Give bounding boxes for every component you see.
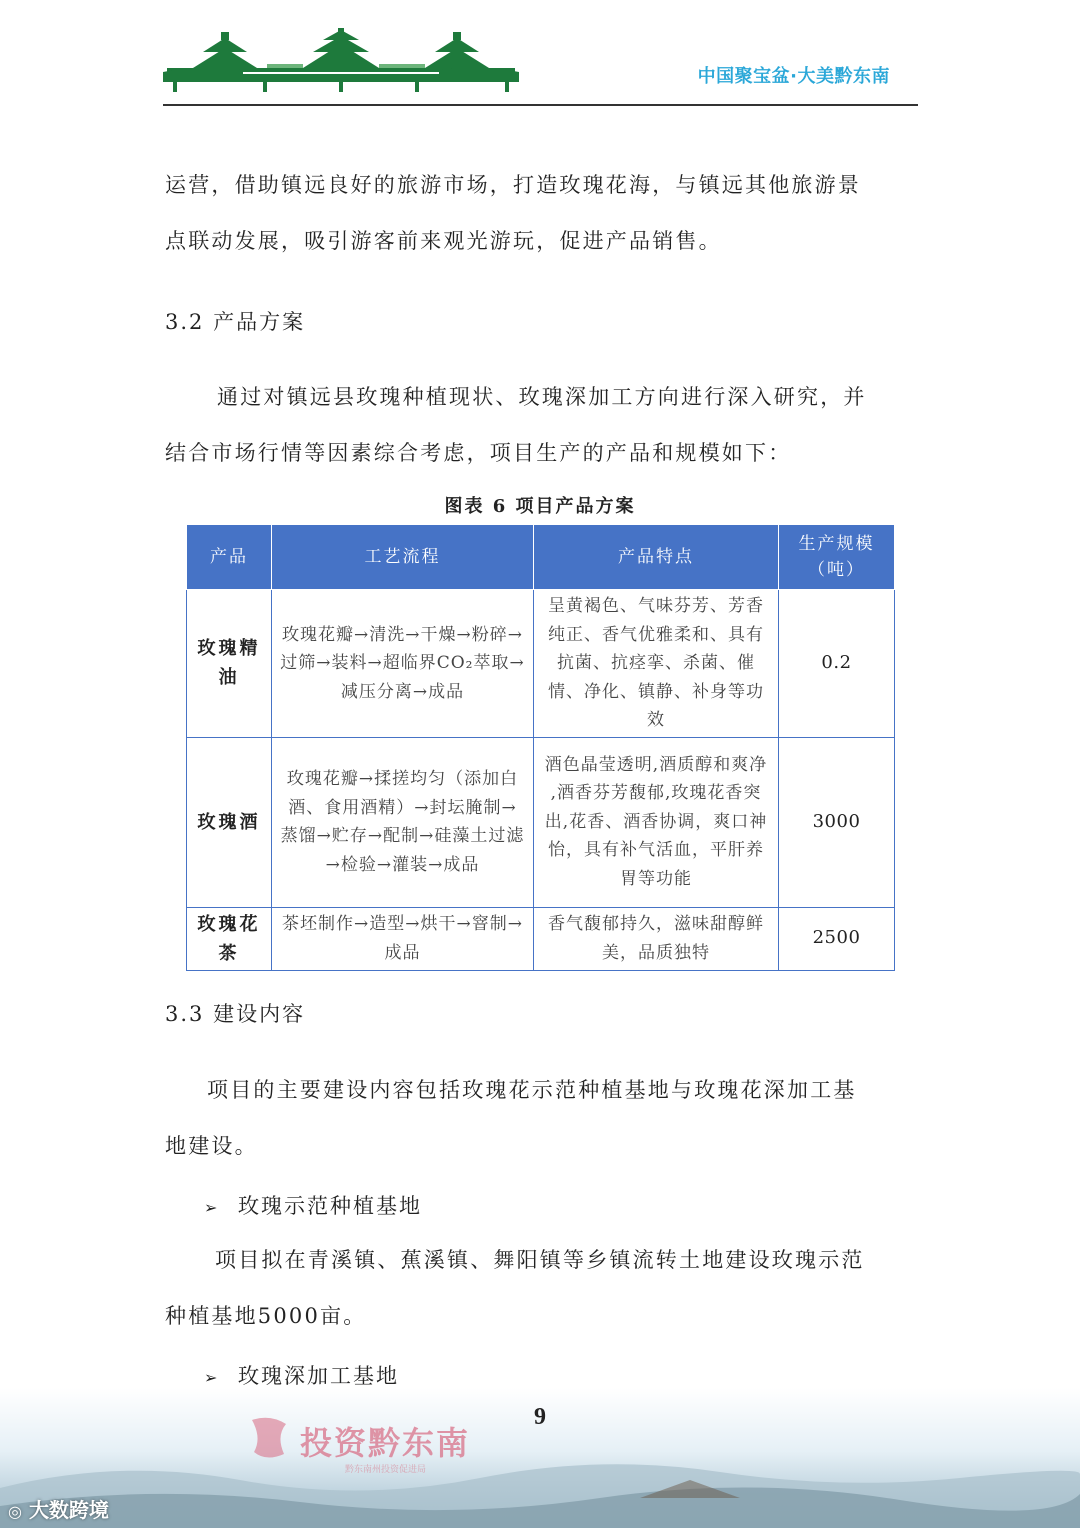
paragraph-line: 点联动发展，吸引游客前来观光游玩，促进产品销售。 [165, 229, 722, 253]
header-slogan: 中国聚宝盆·大美黔东南 [697, 66, 890, 87]
cell-process: 玫瑰花瓣→清洗→干燥→粉碎→过筛→装料→超临界CO₂萃取→减压分离→成品 [272, 590, 534, 738]
watermark [8, 1494, 109, 1523]
cell-product: 玫瑰酒 [187, 737, 272, 907]
pavilion-logo-icon [163, 28, 519, 92]
cell-scale: 2500 [779, 907, 895, 970]
brand-emblem-icon [246, 1414, 292, 1462]
bullet-text: 玫瑰示范种植基地 [238, 1194, 422, 1218]
header-process: 工艺流程 [272, 525, 534, 590]
table-header-row [187, 525, 895, 590]
header-divider [163, 104, 918, 106]
footer-brand-subtitle: 黔东南州投资促进局 [345, 1465, 427, 1475]
table-caption: 图表 6 项目产品方案 [444, 496, 636, 517]
paragraph-line: 种植基地5000亩。 [165, 1304, 367, 1328]
paragraph-line: 地建设。 [165, 1134, 258, 1158]
cell-product: 玫瑰花茶 [187, 907, 272, 970]
page-number: 9 [534, 1404, 546, 1430]
paragraph-line: 项目的主要建设内容包括玫瑰花示范种植基地与玫瑰花深加工基 [207, 1078, 857, 1102]
cell-scale: 3000 [779, 737, 895, 907]
paragraph-construction [165, 1062, 917, 1174]
product-table [186, 524, 895, 971]
arrow-bullet-icon: ➢ [204, 1368, 220, 1387]
header-features: 产品特点 [534, 525, 779, 590]
bullet-text: 玫瑰深加工基地 [238, 1364, 399, 1388]
watermark-text: 大数跨境 [28, 1498, 109, 1522]
cell-scale: 0.2 [779, 590, 895, 738]
paragraph-product-intro [165, 369, 917, 481]
cell-features: 香气馥郁持久，滋味甜醇鲜美，品质独特 [534, 907, 779, 970]
cell-features: 酒色晶莹透明,酒质醇和爽净 ,酒香芬芳馥郁,玫瑰花香突出,花香、酒香协调，爽口神怡，具有补气活血，平肝养胃等功能 [534, 737, 779, 907]
cell-features: 呈黄褐色、气味芬芳、芳香纯正、香气优雅柔和、具有抗菌、抗痉挛、杀菌、催情、净化、镇静、补身等功效 [534, 590, 779, 738]
table-row [187, 590, 895, 738]
arrow-bullet-icon: ➢ [204, 1198, 220, 1217]
paragraph-line: 项目拟在青溪镇、蕉溪镇、舞阳镇等乡镇流转土地建设玫瑰示范 [215, 1248, 865, 1272]
paragraph-line: 结合市场行情等因素综合考虑，项目生产的产品和规模如下： [165, 441, 792, 465]
header-product: 产品 [187, 525, 272, 590]
table-row [187, 737, 895, 907]
paragraph-tourism [165, 157, 917, 269]
cell-process: 玫瑰花瓣→揉搓均匀（添加白酒、食用酒精）→封坛腌制→蒸馏→贮存→配制→硅藻土过滤→检验→灌装→成品 [272, 737, 534, 907]
paragraph-planting [165, 1232, 917, 1344]
header-scale: 生产规模（吨） [779, 525, 895, 590]
section-heading-3-2: 3.2 产品方案 [165, 310, 306, 334]
cell-product: 玫瑰精油 [187, 590, 272, 738]
paragraph-line: 通过对镇远县玫瑰种植现状、玫瑰深加工方向进行深入研究，并 [217, 385, 867, 409]
cell-process: 茶坯制作→造型→烘干→窨制→成品 [272, 907, 534, 970]
table-row [187, 907, 895, 970]
footer-brand: 投资黔东南 [300, 1424, 471, 1462]
paragraph-line: 运营，借助镇远良好的旅游市场，打造玫瑰花海，与镇远其他旅游景 [165, 173, 861, 197]
bullet-planting-base [204, 1190, 422, 1220]
bullet-processing-base [204, 1360, 399, 1390]
section-heading-3-3: 3.3 建设内容 [165, 1002, 306, 1026]
watermark-logo-icon: ◎ [8, 1502, 22, 1521]
